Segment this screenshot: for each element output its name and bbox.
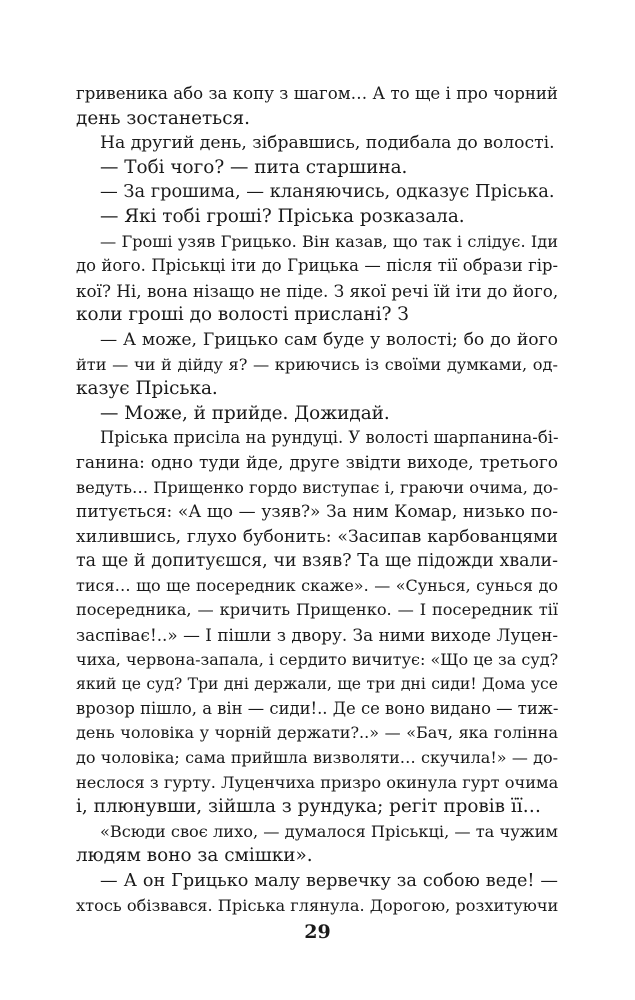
text-line: врозор пішло, а він — сиди!.. Де се воно видано — тиж- <box>76 698 559 718</box>
text-line: хилившись, глухо бубонить: «Засипав карбованцями <box>76 526 558 547</box>
body-text <box>76 82 558 918</box>
text-line: людям воно за смішки». <box>76 845 313 867</box>
text-line: На другий день, зібравшись, подибала до волості. <box>100 133 555 154</box>
text-line: тися… що ще посередник скаже». — «Сунься, сунься до <box>76 575 558 595</box>
text-line: день зостанеться. <box>76 107 250 129</box>
text-line: — Які тобі гроші? Пріська розказала. <box>100 205 465 227</box>
text-line: — Гроші узяв Грицько. Він казав, що так і слідує. Іди <box>100 231 558 251</box>
text-line: «Всюди своє лихо, — думалося Пріськці, — та чужим <box>100 821 558 841</box>
text-line: — А он Грицько малу вервечку за собою веде! — <box>100 871 558 891</box>
text-line: гривеника або за копу з шагом… А то ще і про чорний <box>76 84 558 103</box>
text-line: день чоловіка у чорній держати?..» — «Бач, яка голінна <box>76 723 558 743</box>
text-line: Пріська присіла на рундуці. У волості шарпанина-бі- <box>100 428 559 448</box>
text-line: чиха, червона-запала, і сердито вичитує: «Що це за суд? <box>76 649 559 669</box>
text-line: — За грошима, — кланяючись, одказує Пріська. <box>100 181 555 203</box>
text-line: посередника, — кричить Прищенко. — І посередник тії <box>76 600 558 620</box>
text-line: коли гроші до волості прислані? З <box>76 304 409 326</box>
text-line: — Тобі чого? — пита старшина. <box>100 156 408 178</box>
text-line: який це суд? Три дні держали, ще три дні сиди! Дома усе <box>76 675 558 694</box>
text-line: заспіває!..» — І пішли з двору. За ними виходе Луцен- <box>76 625 558 646</box>
text-line: — А може, Грицько сам буде у волості; бо до його <box>100 329 558 350</box>
text-line: — Може, й прийде. Дожидай. <box>100 402 390 424</box>
text-line: ганина: одно туди йде, друге звідти виходе, третього <box>76 452 558 473</box>
text-line: казує Пріська. <box>76 378 218 400</box>
text-line: ведуть… Прищенко гордо виступає і, граючи очима, до- <box>76 477 559 497</box>
text-line: та ще й допитуєшся, чи взяв? Та ще підожди хвали- <box>76 551 558 572</box>
page-number: 29 <box>304 921 331 943</box>
text-line: і, плюнувши, зійшла з рундука; регіт провів її… <box>76 796 542 818</box>
text-line: кої? Ні, вона нізащо не піде. З якої речі їй іти до його, <box>76 280 559 301</box>
text-line: питується: «А що — узяв?» За ним Комар, низько по- <box>76 502 558 523</box>
text-line: неслося з гурту. Луценчиха призро окинула гурт очима <box>76 772 559 792</box>
text-line: до його. Пріськці іти до Грицька — після тії образи гір- <box>76 256 558 276</box>
text-line: до чоловіка; сама прийшла визволяти… скучила!» — до- <box>76 748 558 768</box>
text-line: йти — чи й дійду я? — криючись із своїми думками, од- <box>76 354 558 374</box>
text-line: хтось обізвався. Пріська глянула. Дорогою, розхитуючи <box>76 895 559 915</box>
